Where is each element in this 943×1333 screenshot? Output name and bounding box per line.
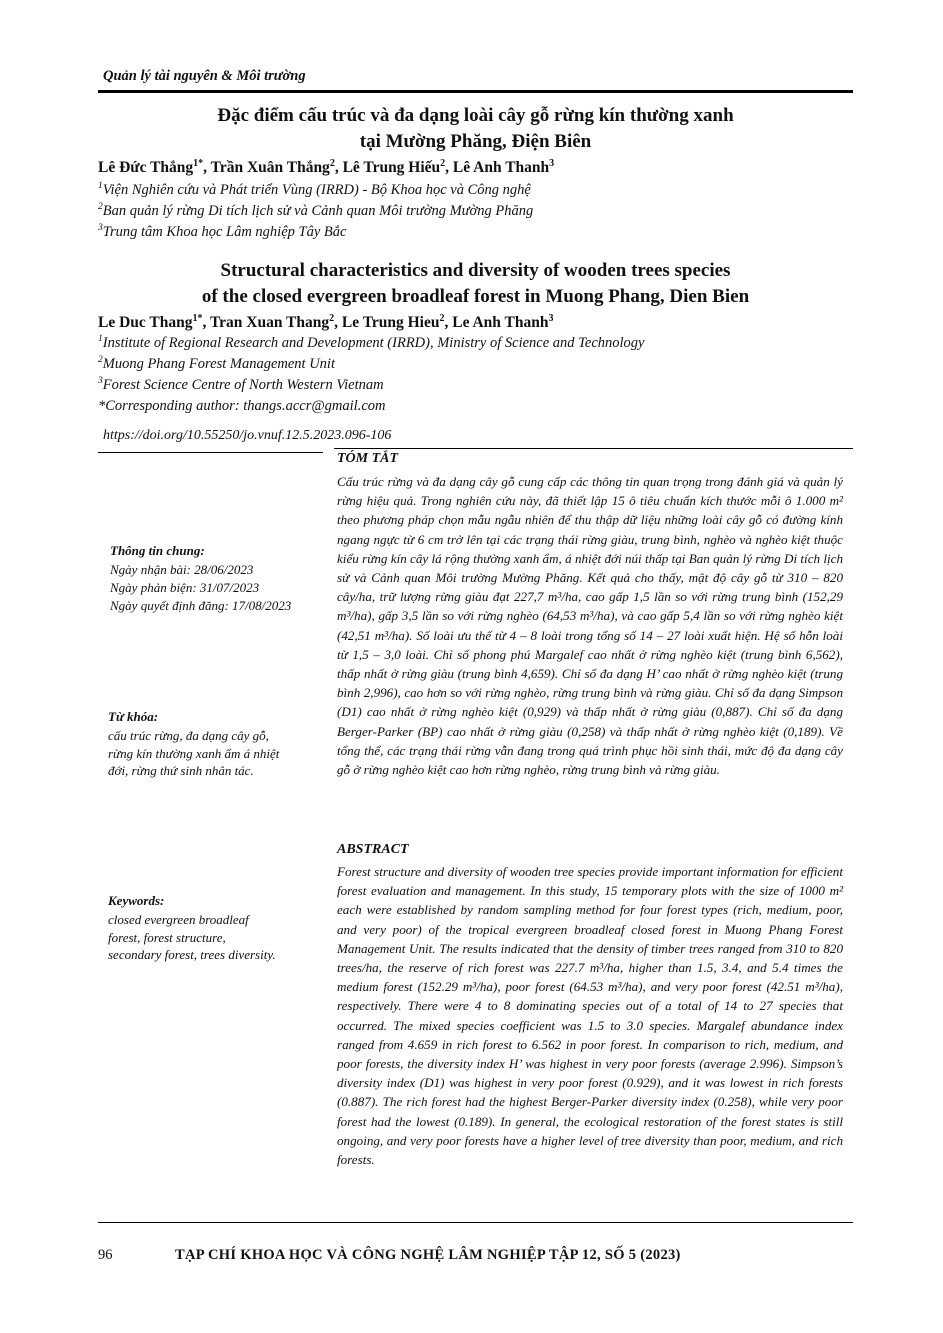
author-name: Lê Anh Thanh [452, 159, 550, 177]
author-name: Le Anh Thanh [452, 314, 549, 332]
affiliation-vi-1 [98, 181, 531, 199]
author-name: Trần Xuân Thắng [210, 159, 330, 177]
keywords-vi-heading: Từ khóa: [108, 709, 159, 724]
keywords-en-heading: Keywords: [108, 893, 165, 908]
authors-en: Le Duc Thang$^{1*}$, Tran Xuan Thang$^2$, Le Trung Hieu$^2$, Le Anh Thanh$^3$ [98, 313, 554, 332]
summary-text: Cấu trúc rừng và đa dạng cây gỗ cung cấp các thông tin quan trọng trong đánh giá và quản lý rừng hiệu quả. Trong nghiên cứu này, đã thiết lập 15 ô tiêu chuẩn kích thước mỗi ô 1.000 m² theo phương pháp chọn mẫu ngẫu nhiên để thu thập dữ liệu những loài cây gỗ có đường kính ngang ngực từ 6 cm trở lên tại các trạng thái rừng giàu, trung bình, nghèo và nghèo kiệt thuộc kiểu rừng kín cây lá rộng thường xanh ẩm, á nhiệt đới núi thấp tại Ban quản lý rừng Di tích lịch sử và Cảnh quan Môi trường Mường Phăng. Kết quả cho thấy, mật độ cây gỗ từ 310 – 820 cây/ha, trữ lượng rừng giàu đạt 227,7 m³/ha, cao gấp 1,5 lần so với rừng trung bình (152,29 m³/ha), gấp 3,5 lần so với rừng nghèo (64,53 m³/ha), và cao gấp 5,4 lần so với rừng nghèo kiệt (42,51 m³/ha). Số loài ưu thế từ 4 – 8 loài trong tổng số 14 – 27 loài xuất hiện. Hệ số hỗn loài từ 1,5 – 3,0 loài. Chỉ số phong phú Margalef cao nhất ở rừng nghèo kiệt (trung bình 6,562), thấp nhất ở rừng giàu (trung bình 4,659). Chỉ số đa dạng H’ cao nhất ở rừng nghèo kiệt (trung bình 2,996), cao hơn so với rừng nghèo, rừng trung bình và rừng giàu. Chỉ số đa dạng Simpson (D1) cao nhất ở rừng nghèo kiệt (0,929) và thấp nhất ở rừng giàu (0,887). Chỉ số đa dạng Berger-Parker (BP) cao nhất ở rừng giàu (0,258) và thấp nhất ở rừng nghèo kiệt (0,189). Về tổng thể, các trạng thái rừng vẫn đang trong quá trình phục hồi sinh thái, mức độ đa dạng cây gỗ ở rừng nghèo kiệt cao hơn rừng nghèo, rừng trung bình và rừng giàu. [337, 474, 843, 778]
author-sup: 2 [329, 313, 335, 324]
keywords-en-line: secondary forest, trees diversity. [108, 947, 276, 962]
title-en-line2: of the closed evergreen broadleaf forest in Muong Phang, Dien Bien [201, 286, 750, 307]
affil-text: Trung tâm Khoa học Lâm nghiệp Tây Bắc [102, 223, 347, 240]
abstract-heading: ABSTRACT [337, 842, 409, 857]
author-name: Le Duc Thang [98, 314, 193, 332]
affil-sup: 3 [98, 223, 103, 233]
affiliation-en-3 [98, 376, 384, 394]
date-accepted: Ngày quyết định đăng: 17/08/2023 [110, 598, 292, 613]
keywords-vi-line: rừng kín thường xanh ẩm á nhiệt [108, 745, 280, 761]
keywords-vi [108, 727, 328, 780]
title-vi-line2: tại Mường Phăng, Điện Biên [359, 131, 592, 152]
affil-text: Ban quản lý rừng Di tích lịch sử và Cảnh quan Môi trường Mường Phăng [102, 202, 534, 219]
journal-title: TẠP CHÍ KHOA HỌC VÀ CÔNG NGHỆ LÂM NGHIỆP TẬP 12, SỐ 5 (2023) [175, 1247, 681, 1263]
footer-rule [98, 1222, 853, 1223]
keywords-en-line: closed evergreen broadleaf [108, 912, 249, 927]
corresponding-author: *Corresponding author: thangs.accr@gmail.com [98, 398, 386, 414]
author-sup: 2 [329, 158, 335, 169]
affil-text: Muong Phang Forest Management Unit [102, 355, 335, 372]
keywords-en-line: forest, forest structure, [108, 929, 226, 945]
author-sup: 3 [548, 313, 554, 324]
affil-sup: 2 [98, 355, 103, 365]
date-received: Ngày nhận bài: 28/06/2023 [110, 562, 254, 577]
affil-sup: 2 [98, 202, 103, 212]
affil-text: Institute of Regional Research and Development (IRRD), Ministry of Science and Technology [102, 334, 645, 351]
author-sup: 3 [549, 158, 555, 169]
title-en-line1: Structural characteristics and diversity of wooden trees species [220, 260, 731, 281]
affil-sup: 3 [98, 376, 103, 386]
title-vi [98, 103, 853, 155]
title-en [98, 258, 853, 310]
date-reviewed: Ngày phản biện: 31/07/2023 [110, 580, 260, 595]
author-sup: 1* [193, 158, 204, 169]
affiliation-vi-2 [98, 202, 533, 220]
affil-sup: 1 [98, 181, 103, 191]
author-name: Tran Xuan Thang [209, 314, 330, 332]
header-rule [98, 90, 853, 93]
summary-top-rule [334, 448, 853, 449]
keywords-vi-line: đới, rừng thứ sinh nhân tác. [108, 763, 254, 778]
affil-text: Forest Science Centre of North Western Vietnam [102, 376, 384, 393]
title-vi-line1: Đặc điểm cấu trúc và đa dạng loài cây gỗ rừng kín thường xanh [217, 105, 734, 126]
sidebar-top-rule [98, 452, 323, 453]
keywords-en [108, 911, 333, 964]
doi-link[interactable]: https://doi.org/10.55250/jo.vnuf.12.5.2023.096-106 [103, 428, 392, 443]
affiliation-en-1 [98, 334, 644, 352]
authors-vi: Lê Đức Thắng$^{1*}$, Trần Xuân Thắng$^2$, Lê Trung Hiếu$^2$, Lê Anh Thanh$^3$ [98, 158, 555, 177]
page-number: 96 [98, 1247, 113, 1263]
author-name: Lê Đức Thắng [98, 159, 194, 177]
affiliation-vi-3 [98, 223, 346, 241]
author-sup: 2 [439, 313, 445, 324]
keywords-vi-line: cấu trúc rừng, đa dạng cây gỗ, [108, 728, 269, 743]
author-name: Lê Trung Hiếu [342, 159, 441, 177]
affiliation-en-2 [98, 355, 335, 373]
affil-sup: 1 [98, 334, 103, 344]
section-label: Quản lý tài nguyên & Môi trường [103, 68, 306, 84]
author-sup: 2 [440, 158, 446, 169]
author-sup: 1* [192, 313, 203, 324]
affil-text: Viện Nghiên cứu và Phát triển Vùng (IRRD) - Bộ Khoa học và Công nghệ [102, 181, 531, 198]
info-heading: Thông tin chung: [110, 543, 205, 558]
summary-heading: TÓM TẮT [337, 451, 399, 466]
abstract-text: Forest structure and diversity of wooden tree species provide important information for efficient forest evaluation and management. In this study, 15 temporary plots with the size of 1000 m² each were established by random sampling method for four forest types (rich, medium, poor, and very poor) of the tropical evergreen broadleaf closed forest in Muong Phang Forest Management Unit. The results indicated that the density of timber trees ranged from 310 to 820 trees/ha, the reserve of rich forest was 227.7 m³/ha, higher than 1.5, 3.4, and 5.4 times the medium forest (152.29 m³/ha), poor forest (64.53 m³/ha), and very poor forest (42.51 m³/ha), respectively. There were 4 to 8 dominating species out of a total of 14 to 27 species that occurred. The mixed species coefficient was 1.5 to 3.0 species. Margalef abundance index ranged from 4.659 in rich forest to 6.562 in poor forest. In comparison to rich, medium, and poor forests, the diversity index H’ was highest in very poor forests (average 2.996). Simpson’s diversity index (D1) was highest in very poor forest (0.929), and it was lowest in rich forests (0.887). The rich forest had the highest Berger-Parker diversity index (0.258), while very poor forest had the lowest (0.189). In general, the ecological restoration of the forest states is still ongoing, and very poor forests have a higher level of tree diversity than poor, medium, and rich forests. [337, 864, 843, 1168]
author-name: Le Trung Hieu [341, 314, 440, 332]
